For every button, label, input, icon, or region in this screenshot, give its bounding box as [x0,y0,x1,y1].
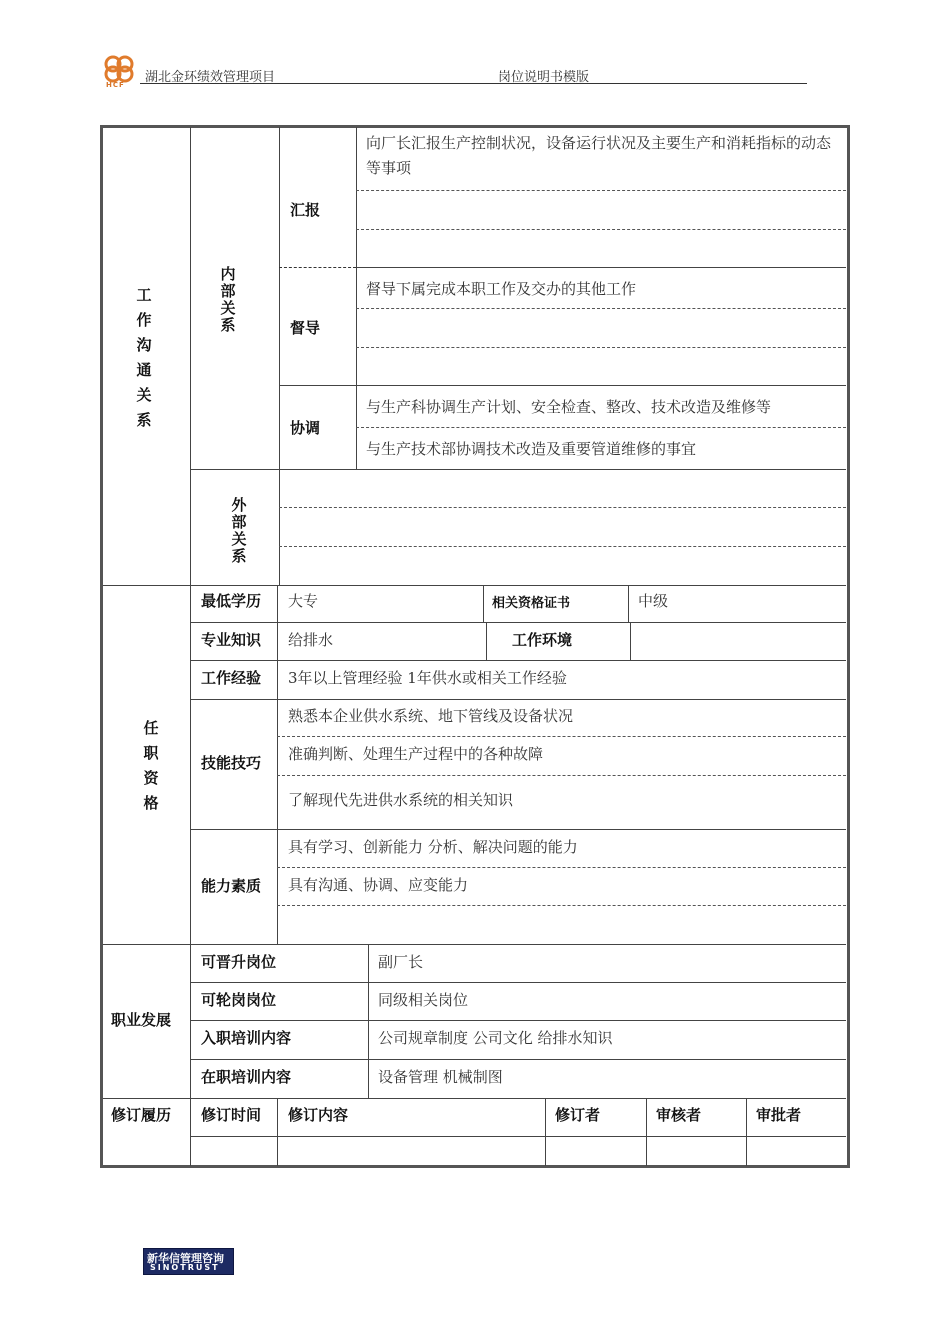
environment-label: 工作环境 [512,631,573,649]
row-divider [190,982,846,983]
col-divider [628,585,629,622]
education-label: 最低学历 [201,592,262,610]
dashed-line [277,736,846,737]
rotation-label: 可轮岗岗位 [201,991,277,1009]
col-divider [630,622,631,660]
ability-label: 能力素质 [201,877,262,895]
coordinate-text-1: 与生产科协调生产计划、安全检查、整改、技术改造及维修等 [366,398,772,416]
section-divider [103,1098,846,1099]
promotion-value: 副厂长 [378,953,424,971]
dashed-line [356,427,846,428]
report-text: 向厂长汇报生产控制状况，设备运行状况及主要生产和消耗指标的动态等事项 [366,134,832,177]
dashed-line [356,347,846,348]
certificate-label: 相关资格证书 [492,596,571,611]
skill-item: 准确判断、处理生产过程中的各种故障 [288,745,544,763]
row-divider [190,1020,846,1021]
row-divider [356,267,846,268]
dashed-line [279,507,846,508]
col-divider [486,622,487,660]
section-label-career: 职业发展 [111,1011,172,1029]
footer-logo-en: SINOTRUST [150,1263,220,1272]
report-label: 汇报 [290,201,321,219]
row-divider [190,1059,846,1060]
col-divider [368,944,369,1098]
section-label-revision: 修订履历 [111,1106,172,1124]
col-divider [746,1098,747,1166]
coordinate-text-2: 与生产技术部协调技术改造及重要管道维修的事宜 [366,440,697,458]
rotation-value: 同级相关岗位 [378,991,469,1009]
ability-item: 具有沟通、协调、应变能力 [288,876,469,894]
experience-value: 3年以上管理经验 1年供水或相关工作经验 [288,669,567,687]
col-divider-3 [356,127,357,470]
external-relations-label: 外部关系 [231,496,247,565]
col-header-approver: 审批者 [756,1106,802,1124]
row-divider [190,660,846,661]
onjob-value: 设备管理 机械制图 [378,1068,503,1086]
footer-logo-cn: 新华信管理咨询 [147,1252,224,1265]
row-divider [190,699,846,700]
dashed-line [279,546,846,547]
col-header-auditor: 审核者 [656,1106,702,1124]
certificate-value: 中级 [638,592,669,610]
experience-label: 工作经验 [201,669,262,687]
section-divider [103,944,846,945]
skill-item: 了解现代先进供水系统的相关知识 [288,791,514,809]
sinotrust-logo [143,1248,234,1275]
dashed-line [277,867,846,868]
company-project-title: 湖北金环绩效管理项目 [145,70,276,85]
section-label-communication: 工作沟通关系 [136,286,152,429]
supervise-label: 督导 [290,319,321,337]
row-divider [190,469,846,470]
internal-relations-label: 内部关系 [220,265,236,334]
skill-item: 熟悉本企业供水系统、地下管线及设备状况 [288,707,574,725]
col-divider-1 [190,127,191,1166]
header-rule [140,83,807,84]
logo-text: HCF [106,81,125,89]
skills-label: 技能技巧 [201,754,262,772]
promotion-label: 可晋升岗位 [201,953,277,971]
dashed-line [356,229,846,230]
dashed-line [356,190,846,191]
row-divider [190,829,846,830]
col-divider [545,1098,546,1166]
col-divider-q [277,585,278,944]
dashed-line [277,905,846,906]
knowledge-value: 给排水 [288,631,334,649]
col-header-time: 修订时间 [201,1106,262,1124]
education-value: 大专 [288,592,319,610]
supervise-text: 督导下属完成本职工作及交办的其他工作 [366,280,637,298]
coordinate-label: 协调 [290,419,321,437]
dashed-divider [279,267,356,268]
col-divider [646,1098,647,1166]
onboarding-value: 公司规章制度 公司文化 给排水知识 [378,1029,613,1047]
document-title: 岗位说明书模版 [498,70,590,85]
row-divider [190,1136,846,1137]
col-divider [483,585,484,622]
col-divider-2 [279,127,280,585]
dashed-line [277,775,846,776]
ability-item: 具有学习、创新能力 分析、解决问题的能力 [288,838,578,856]
section-divider [103,585,846,586]
dashed-line [356,308,846,309]
col-divider [277,1098,278,1166]
col-header-content: 修订内容 [288,1106,349,1124]
onboarding-label: 入职培训内容 [201,1029,292,1047]
section-label-qualification: 任职资格 [143,719,159,812]
col-header-reviser: 修订者 [555,1106,601,1124]
row-divider [190,622,846,623]
row-divider [279,385,846,386]
knowledge-label: 专业知识 [201,631,262,649]
onjob-label: 在职培训内容 [201,1068,292,1086]
